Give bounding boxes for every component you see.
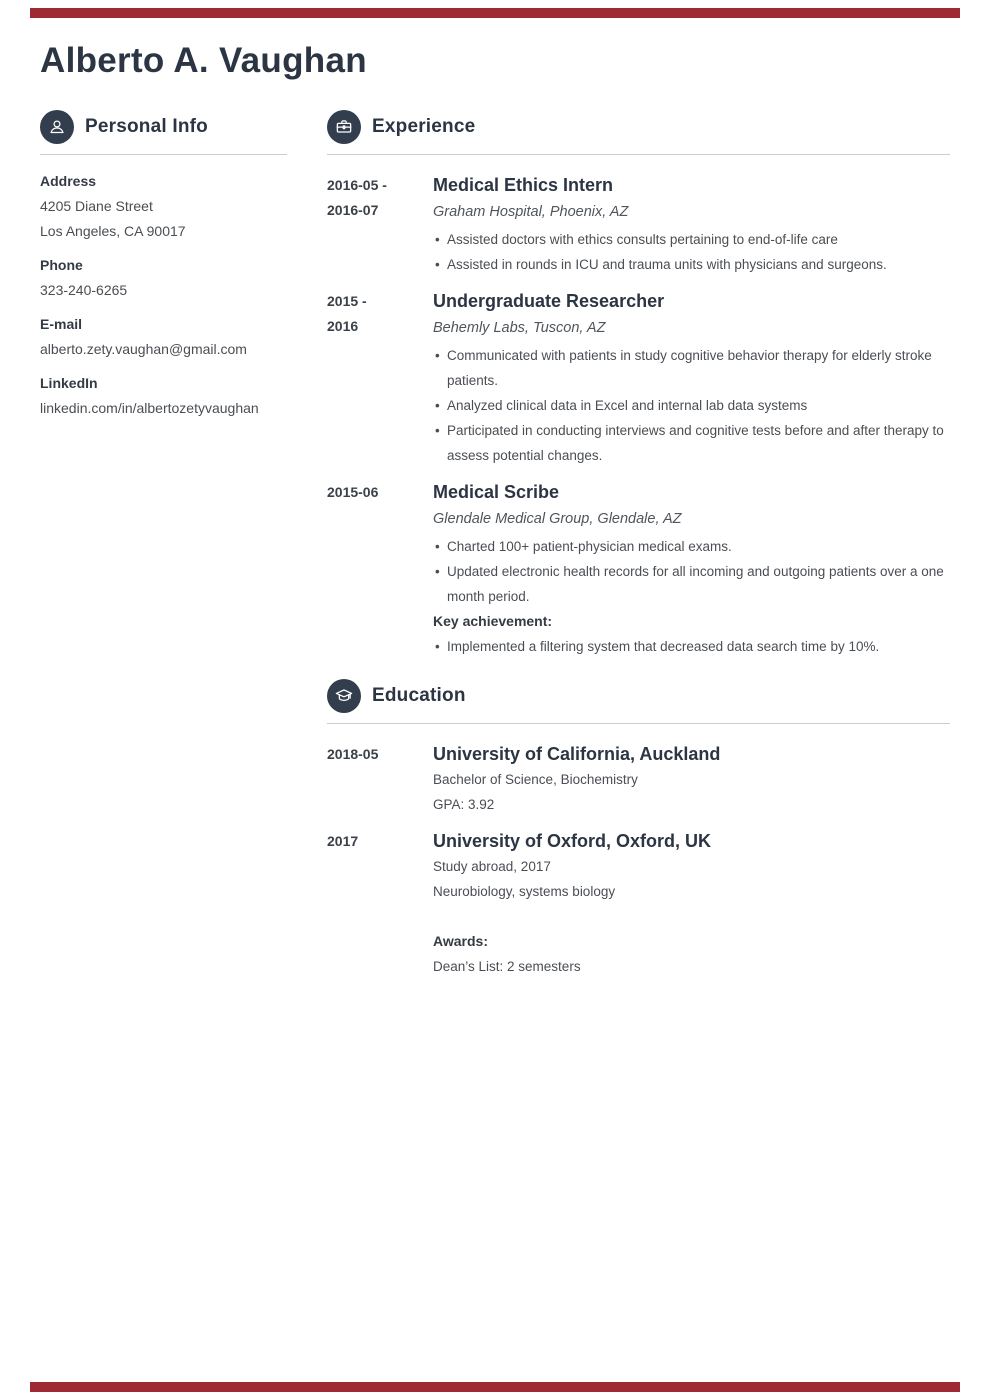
entry-dates (327, 173, 433, 277)
education-detail: Bachelor of Science, Biochemistry (433, 772, 638, 787)
key-achievement-item: • Implemented a filtering system that decreased data search time by 10%. (433, 634, 950, 659)
school-name: University of Oxford, Oxford, UK (433, 831, 712, 851)
field-label: Phone (40, 257, 83, 273)
entry-dates (327, 742, 433, 817)
personal-info-title: Personal Info (85, 116, 208, 137)
awards-block (433, 929, 950, 979)
field-label: E-mail (40, 316, 83, 332)
bullet-list (433, 343, 950, 468)
date-line: 2016 (327, 318, 359, 334)
organization: Behemly Labs, Tuscon, AZ (433, 320, 606, 336)
education-entries (327, 724, 950, 979)
personal-info-fields (40, 155, 287, 421)
experience-header (327, 110, 950, 155)
bullet-item: • Assisted doctors with ethics consults pertaining to end-of-life care (433, 227, 950, 252)
experience-entry (327, 480, 950, 659)
entry-body (433, 480, 950, 659)
experience-title: Experience (372, 116, 476, 137)
awards-label: Awards: (433, 933, 488, 949)
school-name: University of California, Auckland (433, 744, 721, 764)
personal-info-group (40, 371, 287, 421)
bullet-list (433, 227, 950, 277)
personal-info-group (40, 312, 287, 362)
graduation-cap-icon (327, 679, 361, 713)
education-detail: GPA: 3.92 (433, 797, 495, 812)
bullet-item: • Participated in conducting interviews and cognitive tests before and after therapy to assess potential changes. (433, 418, 950, 468)
key-achievement-block (433, 609, 950, 659)
field-value: Los Angeles, CA 90017 (40, 223, 186, 239)
main-column (327, 110, 950, 991)
organization: Graham Hospital, Phoenix, AZ (433, 204, 629, 220)
entry-dates (327, 289, 433, 468)
key-achievement-label: Key achievement: (433, 613, 553, 629)
education-entry (327, 829, 950, 979)
accent-bar-bottom (30, 1382, 960, 1392)
page-title: Alberto A. Vaughan (40, 41, 367, 80)
entry-body (433, 742, 950, 817)
education-section (327, 679, 950, 979)
bullet-item: • Analyzed clinical data in Excel and internal lab data systems (433, 393, 950, 418)
education-title: Education (372, 685, 466, 706)
entry-dates (327, 829, 433, 979)
field-value: alberto.zety.vaughan@gmail.com (40, 341, 247, 357)
date-line: 2016-05 - (327, 177, 387, 193)
date-line: 2016-07 (327, 202, 379, 218)
education-detail: Neurobiology, systems biology (433, 884, 616, 899)
education-header (327, 679, 950, 724)
personal-info-group (40, 253, 287, 303)
experience-section (327, 110, 950, 659)
entry-body (433, 173, 950, 277)
job-title: Medical Ethics Intern (433, 175, 614, 195)
personal-info-header (40, 110, 287, 155)
bullet-list (433, 534, 950, 609)
entry-body (433, 289, 950, 468)
accent-bar-top (30, 8, 960, 18)
field-label: Address (40, 173, 97, 189)
award-item: Dean’s List: 2 semesters (433, 959, 581, 974)
field-value: 4205 Diane Street (40, 198, 153, 214)
organization: Glendale Medical Group, Glendale, AZ (433, 511, 682, 527)
entry-dates (327, 480, 433, 659)
date-line: 2018-05 (327, 746, 379, 762)
date-line: 2017 (327, 833, 359, 849)
experience-entry (327, 173, 950, 277)
experience-entry (327, 289, 950, 468)
field-value: 323-240-6265 (40, 282, 128, 298)
job-title: Medical Scribe (433, 482, 560, 502)
sidebar-personal-info (40, 110, 287, 430)
field-value: linkedin.com/in/albertozetyvaughan (40, 400, 259, 416)
bullet-item: • Assisted in rounds in ICU and trauma units with physicians and surgeons. (433, 252, 950, 277)
key-achievement-list (433, 634, 950, 659)
entry-body (433, 829, 950, 979)
experience-entries (327, 155, 950, 659)
bullet-item: • Communicated with patients in study cognitive behavior therapy for elderly stroke patients. (433, 343, 950, 393)
job-title: Undergraduate Researcher (433, 291, 665, 311)
person-icon (40, 110, 74, 144)
date-line: 2015-06 (327, 484, 379, 500)
personal-info-group (40, 169, 287, 244)
bullet-item: • Charted 100+ patient-physician medical exams. (433, 534, 950, 559)
education-detail: Study abroad, 2017 (433, 859, 551, 874)
field-label: LinkedIn (40, 375, 98, 391)
education-entry (327, 742, 950, 817)
bullet-item: • Updated electronic health records for all incoming and outgoing patients over a one month period. (433, 559, 950, 609)
date-line: 2015 - (327, 293, 367, 309)
content-columns (0, 110, 990, 991)
briefcase-icon (327, 110, 361, 144)
